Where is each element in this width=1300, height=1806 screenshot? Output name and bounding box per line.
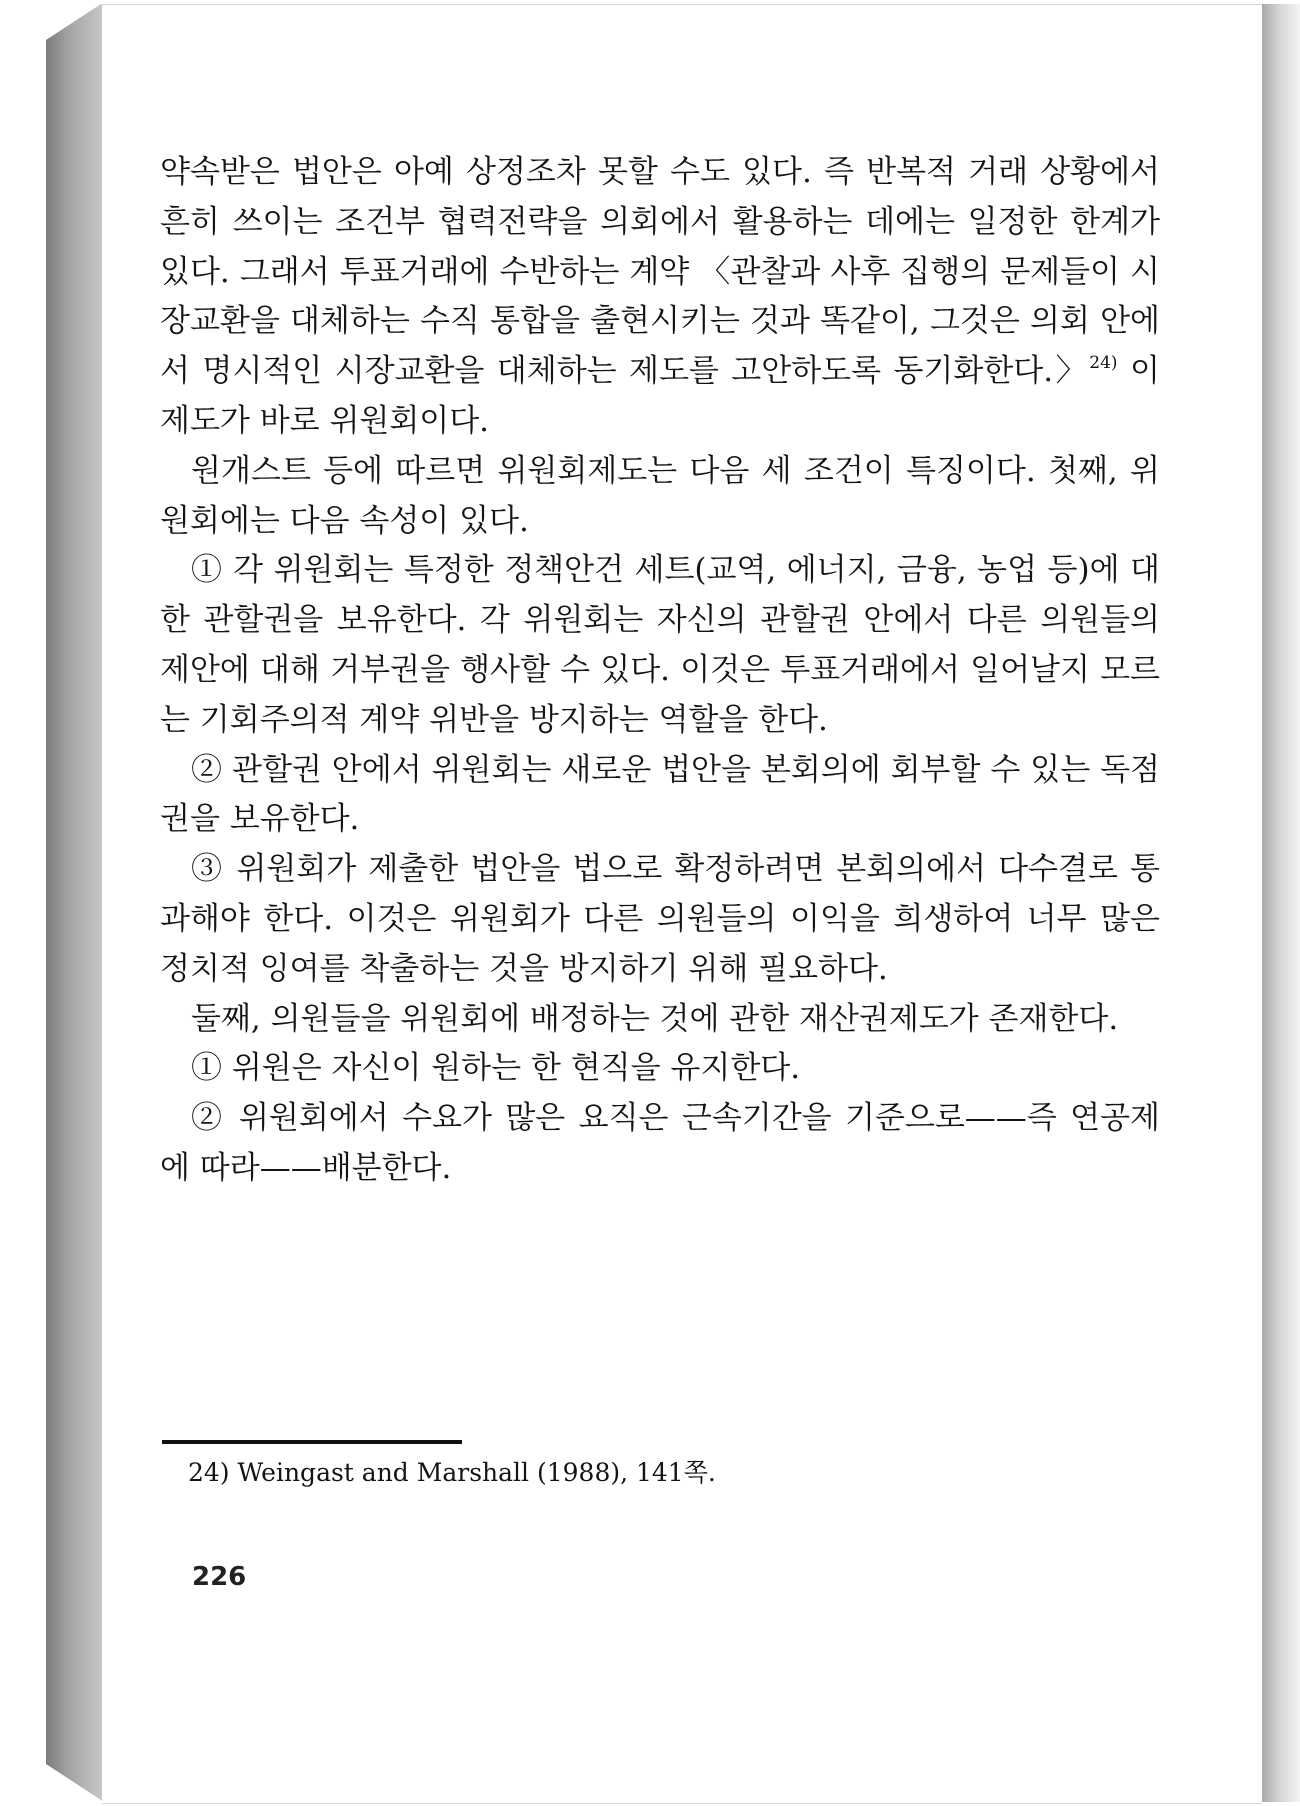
paragraph-1: 약속받은 법안은 아예 상정조차 못할 수도 있다. 즉 반복적 거래 상황에서 흔히 쓰이는 조건부 협력전략을 의회에서 활용하는 데에는 일정한 한계가 있다. 그래서 투표거래에 수반하는 계약 〈관찰과 사후 집행의 문제들이 시장교환을 대체하는 수직 통합을 출현시키는 것과 똑같이, 그것은 의회 안에서 명시적인 시장교환을 대체하는 제도를 고안하도록 동기화한다.〉$^{24)}$ 이 제도가 바로 위원회이다. <box>160 154 1160 439</box>
paragraph-6: 둘째, 의원들을 위원회에 배정하는 것에 관한 재산권제도가 존재한다. <box>191 1000 1119 1037</box>
footnote-24: 24) Weingast and Marshall (1988), 141쪽. <box>188 1458 716 1487</box>
paragraph-2: 원개스트 등에 따르면 위원회제도는 다음 세 조건이 특징이다. 첫째, 위원회에는 다음 속성이 있다. <box>160 452 1160 539</box>
footnote-divider <box>162 1440 462 1444</box>
paragraph-7: ① 위원은 자신이 원하는 한 현직을 유지한다. <box>191 1050 801 1087</box>
book-spine <box>46 4 104 1802</box>
page-number: 226 <box>192 1562 247 1592</box>
paragraph-5: ③ 위원회가 제출한 법안을 법으로 확정하려면 본회의에서 다수결로 통과해야 한다. 이것은 위원회가 다른 의원들의 이익을 희생하여 너무 많은 정치적 잉여를 착출하는 것을 방지하기 위해 필요하다. <box>160 851 1160 987</box>
paragraph-4: ② 관할권 안에서 위원회는 새로운 법안을 본회의에 회부할 수 있는 독점권을 보유한다. <box>160 751 1160 838</box>
page-edge-shadow <box>1262 4 1300 1802</box>
body-text <box>160 148 1160 1194</box>
paragraph-8: ② 위원회에서 수요가 많은 요직은 근속기간을 기준으로——즉 연공제에 따라——배분한다. <box>160 1100 1160 1186</box>
paragraph-3: ① 각 위원회는 특정한 정책안건 세트(교역, 에너지, 금융, 농업 등)에 대한 관할권을 보유한다. 각 위원회는 자신의 관할권 안에서 다른 의원들의 제안에 대해 거부권을 행사할 수 있다. 이것은 투표거래에서 일어날지 모르는 기회주의적 계약 위반을 방지하는 역할을 한다. <box>160 552 1160 738</box>
footnote-ref-24[interactable]: 24) <box>1089 353 1118 374</box>
